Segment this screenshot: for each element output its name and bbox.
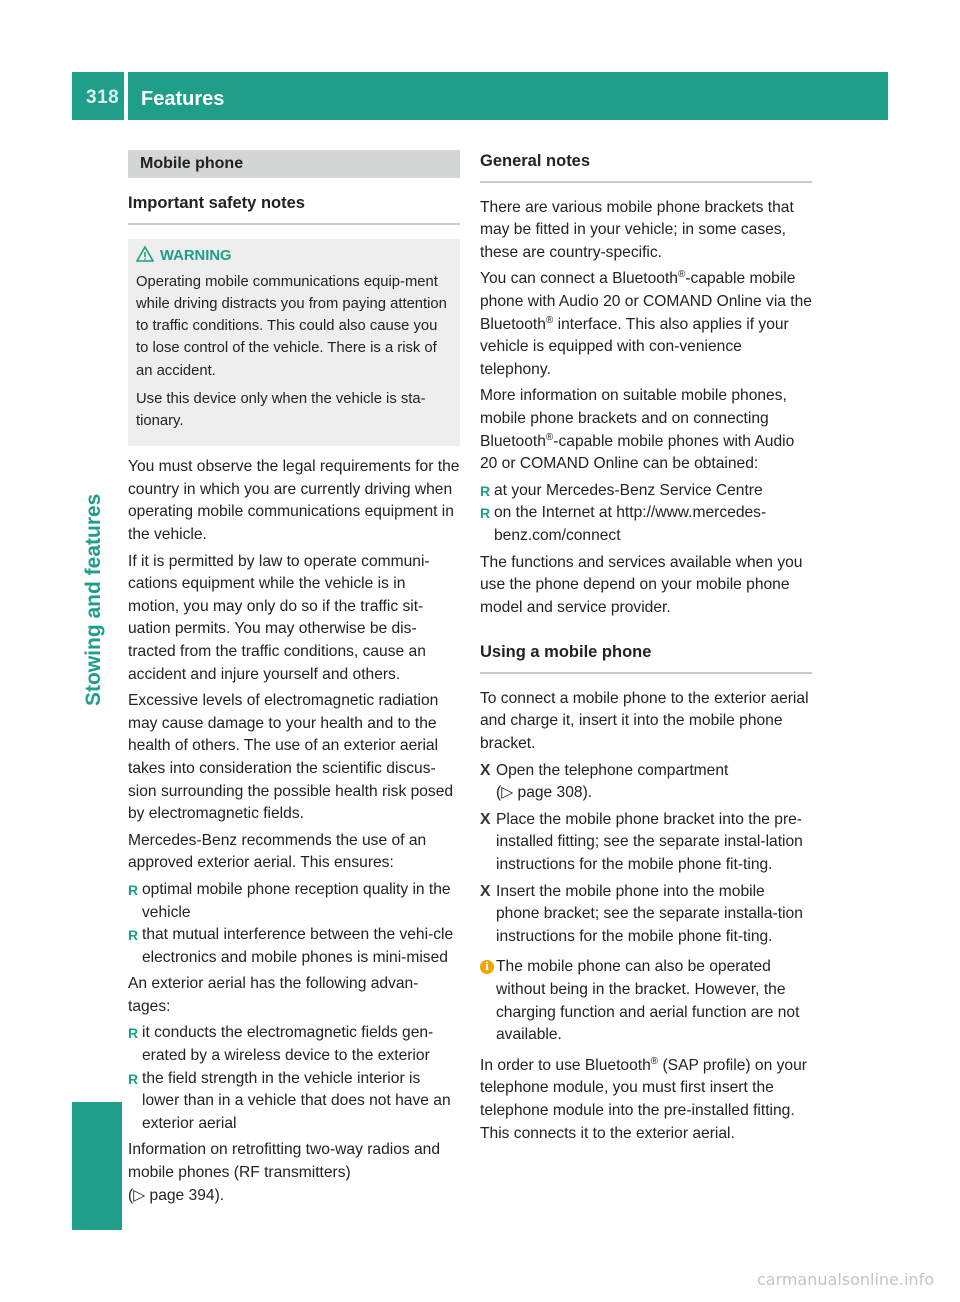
warning-title: WARNING (160, 247, 232, 264)
paragraph: If it is permitted by law to operate communi-cations equipment while the vehicle is in motion, you may only do so if the traffic sit-uation permits. You may otherwise be dis-tracted from the traffic conditions, cause an accident and injure yourself and others. (128, 552, 430, 683)
list-item: R at your Mercedes-Benz Service Centre (480, 480, 812, 503)
info-note: i The mobile phone can also be operated without being in the bracket. However, the charging function and aerial function are not available. (480, 956, 812, 1046)
step-arrow-icon: X (480, 761, 491, 779)
section-title: Mobile phone (128, 150, 460, 178)
bullet-icon: R (480, 505, 491, 522)
registered-mark: ® (545, 314, 554, 326)
step-item: X Open the telephone compartment (▷ page 308). (480, 761, 729, 802)
registered-mark: ® (677, 269, 686, 281)
list-item: R it conducts the electromagnetic fields gen-erated by a wireless device to the exterior (128, 1024, 434, 1065)
page-reference-arrow: (▷ (128, 1186, 150, 1204)
page-title: Features (141, 88, 225, 110)
warning-box (128, 239, 460, 447)
paragraph: You can connect a Bluetooth®-capable mobile phone with Audio 20 or COMAND Online via the Bluetooth® interface. This also applies if your vehicle is equipped with con-venience telephony. (480, 269, 812, 378)
bullet-icon: R (128, 881, 139, 898)
paragraph: Information on retrofitting two-way radios and mobile phones (RF transmitters) (▷ page 394). (128, 1141, 441, 1204)
page-number: 318 (86, 87, 120, 108)
subheading-safety: Important safety notes (128, 192, 460, 225)
bullet-list (480, 480, 812, 548)
paragraph: In order to use Bluetooth® (SAP profile) on your telephone module, you must first insert the telephone module into the pre-installed fitting. This connects it to the exterior aerial. (480, 1055, 807, 1142)
paragraph: More information on suitable mobile phones, mobile phone brackets and on connecting Bluetooth®-capable mobile phones with Audio 20 or COMAND Online can be obtained: (480, 387, 795, 473)
watermark-text: carmanualsonline.info (756, 1270, 934, 1289)
warning-text: Operating mobile communications equip-ment while driving distracts you from paying attention to traffic conditions. This could also cause you to lose control of the vehicle. There is a risk of an accident. (136, 273, 447, 379)
paragraph: To connect a mobile phone to the exterior aerial and charge it, insert it into the mobile phone bracket. (480, 689, 809, 753)
list-item: R that mutual interference between the vehi-cle electronics and mobile phones is mini-mised (128, 926, 454, 966)
page-reference-arrow: (▷ (496, 784, 518, 802)
paragraph: Mercedes-Benz recommends the use of an approved exterior aerial. This ensures: (128, 831, 427, 872)
bullet-list (128, 1022, 460, 1135)
left-column (128, 150, 460, 1211)
list-item: R optimal mobile phone reception quality in the vehicle (128, 880, 451, 921)
warning-text-2: Use this device only when the vehicle is sta-tionary. (136, 390, 426, 430)
list-item: R the field strength in the vehicle interior is lower than in a vehicle that does not have an exterior aerial (128, 1069, 451, 1132)
warning-triangle-icon (136, 246, 154, 262)
step-arrow-icon: X (480, 810, 491, 828)
list-item: R on the Internet at http://www.mercedes-benz.com/connect (480, 504, 767, 544)
right-column (480, 150, 812, 1149)
registered-mark: ® (650, 1055, 659, 1067)
paragraph: There are various mobile phone brackets that may be fitted in your vehicle; in some cases, these are country-specific. (480, 198, 794, 261)
warning-heading (136, 245, 452, 267)
bullet-icon: R (128, 927, 139, 944)
bullet-icon: R (128, 1070, 139, 1087)
bullet-icon: R (128, 1025, 139, 1042)
heading-using-mobile-phone: Using a mobile phone (480, 641, 812, 674)
page-reference[interactable]: page 394). (149, 1186, 225, 1204)
bullet-list (128, 879, 460, 969)
page-reference[interactable]: page 308). (517, 784, 593, 802)
registered-mark: ® (545, 431, 554, 443)
step-item: X Insert the mobile phone into the mobile phone bracket; see the separate installa-tion instructions for the mobile phone fit-ting. (480, 882, 803, 945)
paragraph: You must observe the legal requirements for the country in which you are currently driving when operating mobile communications equipment in the vehicle. (128, 458, 460, 543)
paragraph: Excessive levels of electromagnetic radiation may cause damage to your health and to the health of others. The use of an exterior aerial takes into consideration the scientific discus-sion surrounding the possible health risk posed by electromagnetic fields. (128, 692, 454, 823)
side-tab-marker (72, 1102, 122, 1230)
bullet-icon: R (480, 482, 491, 499)
heading-general-notes: General notes (480, 150, 812, 183)
side-tab-label: Stowing and features (82, 493, 105, 707)
step-arrow-icon: X (480, 882, 491, 900)
paragraph: An exterior aerial has the following advan-tages: (128, 975, 419, 1015)
info-icon: i (480, 960, 494, 974)
header-separator (124, 72, 128, 120)
step-item: X Place the mobile phone bracket into the pre-installed fitting; see the separate instal-lation instructions for the mobile phone fit-ting. (480, 810, 803, 874)
paragraph: The functions and services available when you use the phone depend on your mobile phone model and service provider. (480, 553, 803, 616)
